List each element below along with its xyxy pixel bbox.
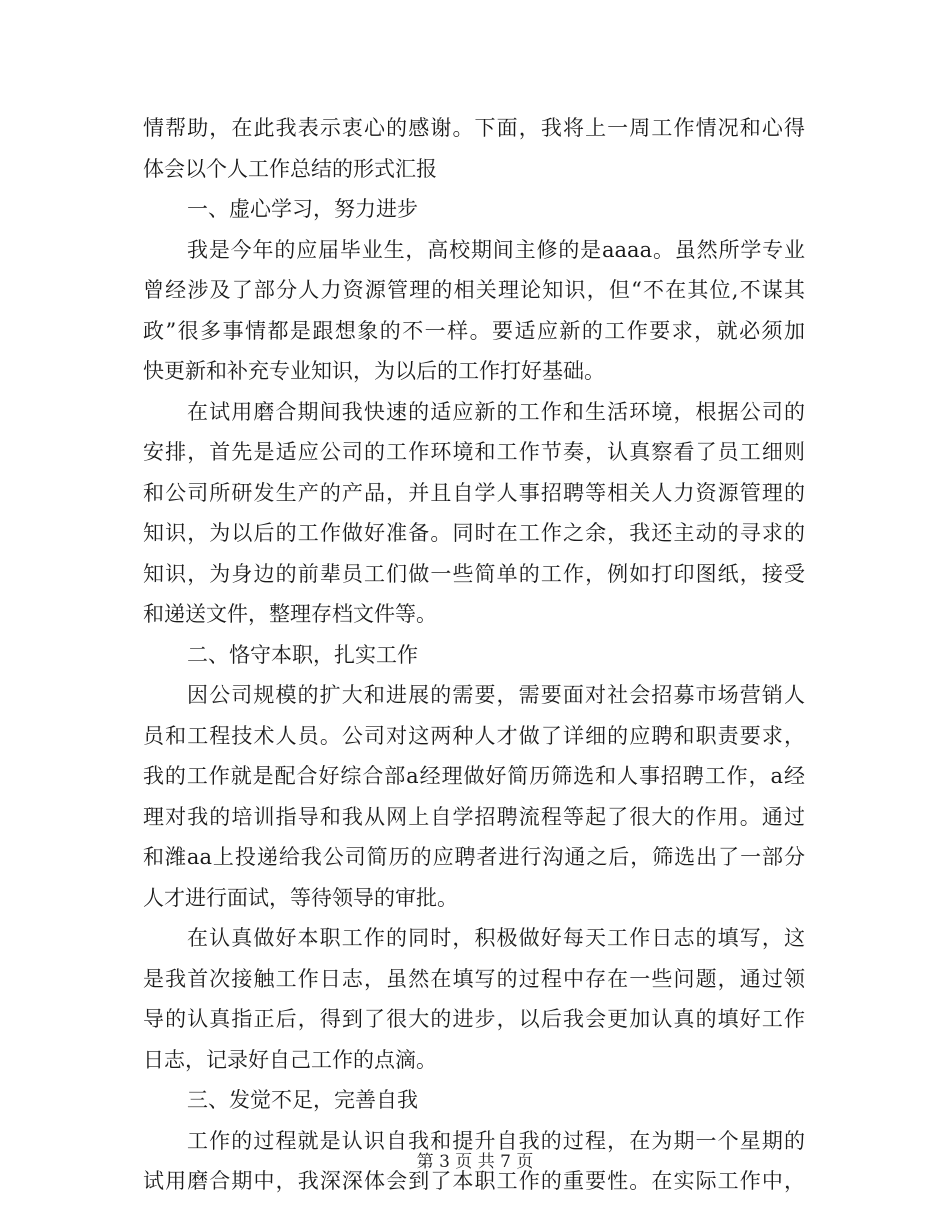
- text-line: 二、恪守本职，扎实工作: [187, 642, 418, 667]
- text-line: 情帮助，在此我表示衷心的感谢。下面，我将上一周工作情况和心得: [143, 116, 805, 140]
- text-line: 知识，为以后的工作做好准备。同时在工作之余，我还主动的寻求的: [143, 521, 805, 545]
- text-line: 在试用磨合期间我快速的适应新的工作和生活环境，根据公司的: [187, 399, 805, 424]
- text-line: 是我首次接触工作日志，虽然在填写的过程中存在一些问题，通过领: [143, 966, 805, 991]
- text-line: 日志，记录好自己工作的点滴。: [143, 1047, 437, 1072]
- text-line: 人才进行面试，等待领导的审批。: [143, 885, 458, 910]
- document-body: [143, 108, 805, 1202]
- text-line: 我的工作就是配合好综合部a经理做好简历筛选和人事招聘工作，a经: [143, 764, 805, 788]
- text-line: 我是今年的应届毕业生，高校期间主修的是aaaa。虽然所学专业: [187, 237, 805, 262]
- text-line: 理对我的培训指导和我从网上自学招聘流程等起了很大的作用。通过: [143, 804, 805, 829]
- text-line: 三、发觉不足，完善自我: [187, 1088, 418, 1112]
- text-line: 在认真做好本职工作的同时，积极做好每天工作日志的填写，这: [187, 926, 805, 950]
- text-line: 和潍aa上投递给我公司简历的应聘者进行沟通之后，筛选出了一部分: [143, 845, 805, 869]
- text-line: 安排，首先是适应公司的工作环境和工作节奏，认真察看了员工细则: [143, 440, 805, 464]
- text-line: 因公司规模的扩大和进展的需要，需要面对社会招募市场营销人: [187, 683, 805, 707]
- text-line: 和公司所研发生产的产品，并且自学人事招聘等相关人力资源管理的: [143, 480, 805, 505]
- page-number-footer: 第 3 页 共 7 页: [416, 1152, 534, 1172]
- text-line: 知识，为身边的前辈员工们做一些简单的工作，例如打印图纸，接受: [143, 561, 805, 586]
- text-line: 工作的过程就是认识自我和提升自我的过程，在为期一个星期的: [187, 1128, 805, 1153]
- text-line: 一、虚心学习，努力进步: [187, 197, 418, 221]
- text-line: 试用磨合期中，我深深体会到了本职工作的重要性。在实际工作中，: [143, 1169, 805, 1193]
- text-line: 曾经涉及了部分人力资源管理的相关理论知识，但“不在其位,不谋其: [143, 278, 805, 302]
- text-line: 员和工程技术人员。公司对这两种人才做了详细的应聘和职责要求，: [143, 723, 805, 748]
- text-line: 快更新和补充专业知识，为以后的工作打好基础。: [143, 359, 605, 383]
- text-line: 政”很多事情都是跟想象的不一样。要适应新的工作要求，就必须加: [143, 318, 805, 343]
- text-line: 和递送文件，整理存档文件等。: [143, 602, 437, 626]
- text-line: 导的认真指正后，得到了很大的进步，以后我会更加认真的填好工作: [143, 1007, 805, 1031]
- text-line: 体会以个人工作总结的形式汇报: [143, 156, 437, 181]
